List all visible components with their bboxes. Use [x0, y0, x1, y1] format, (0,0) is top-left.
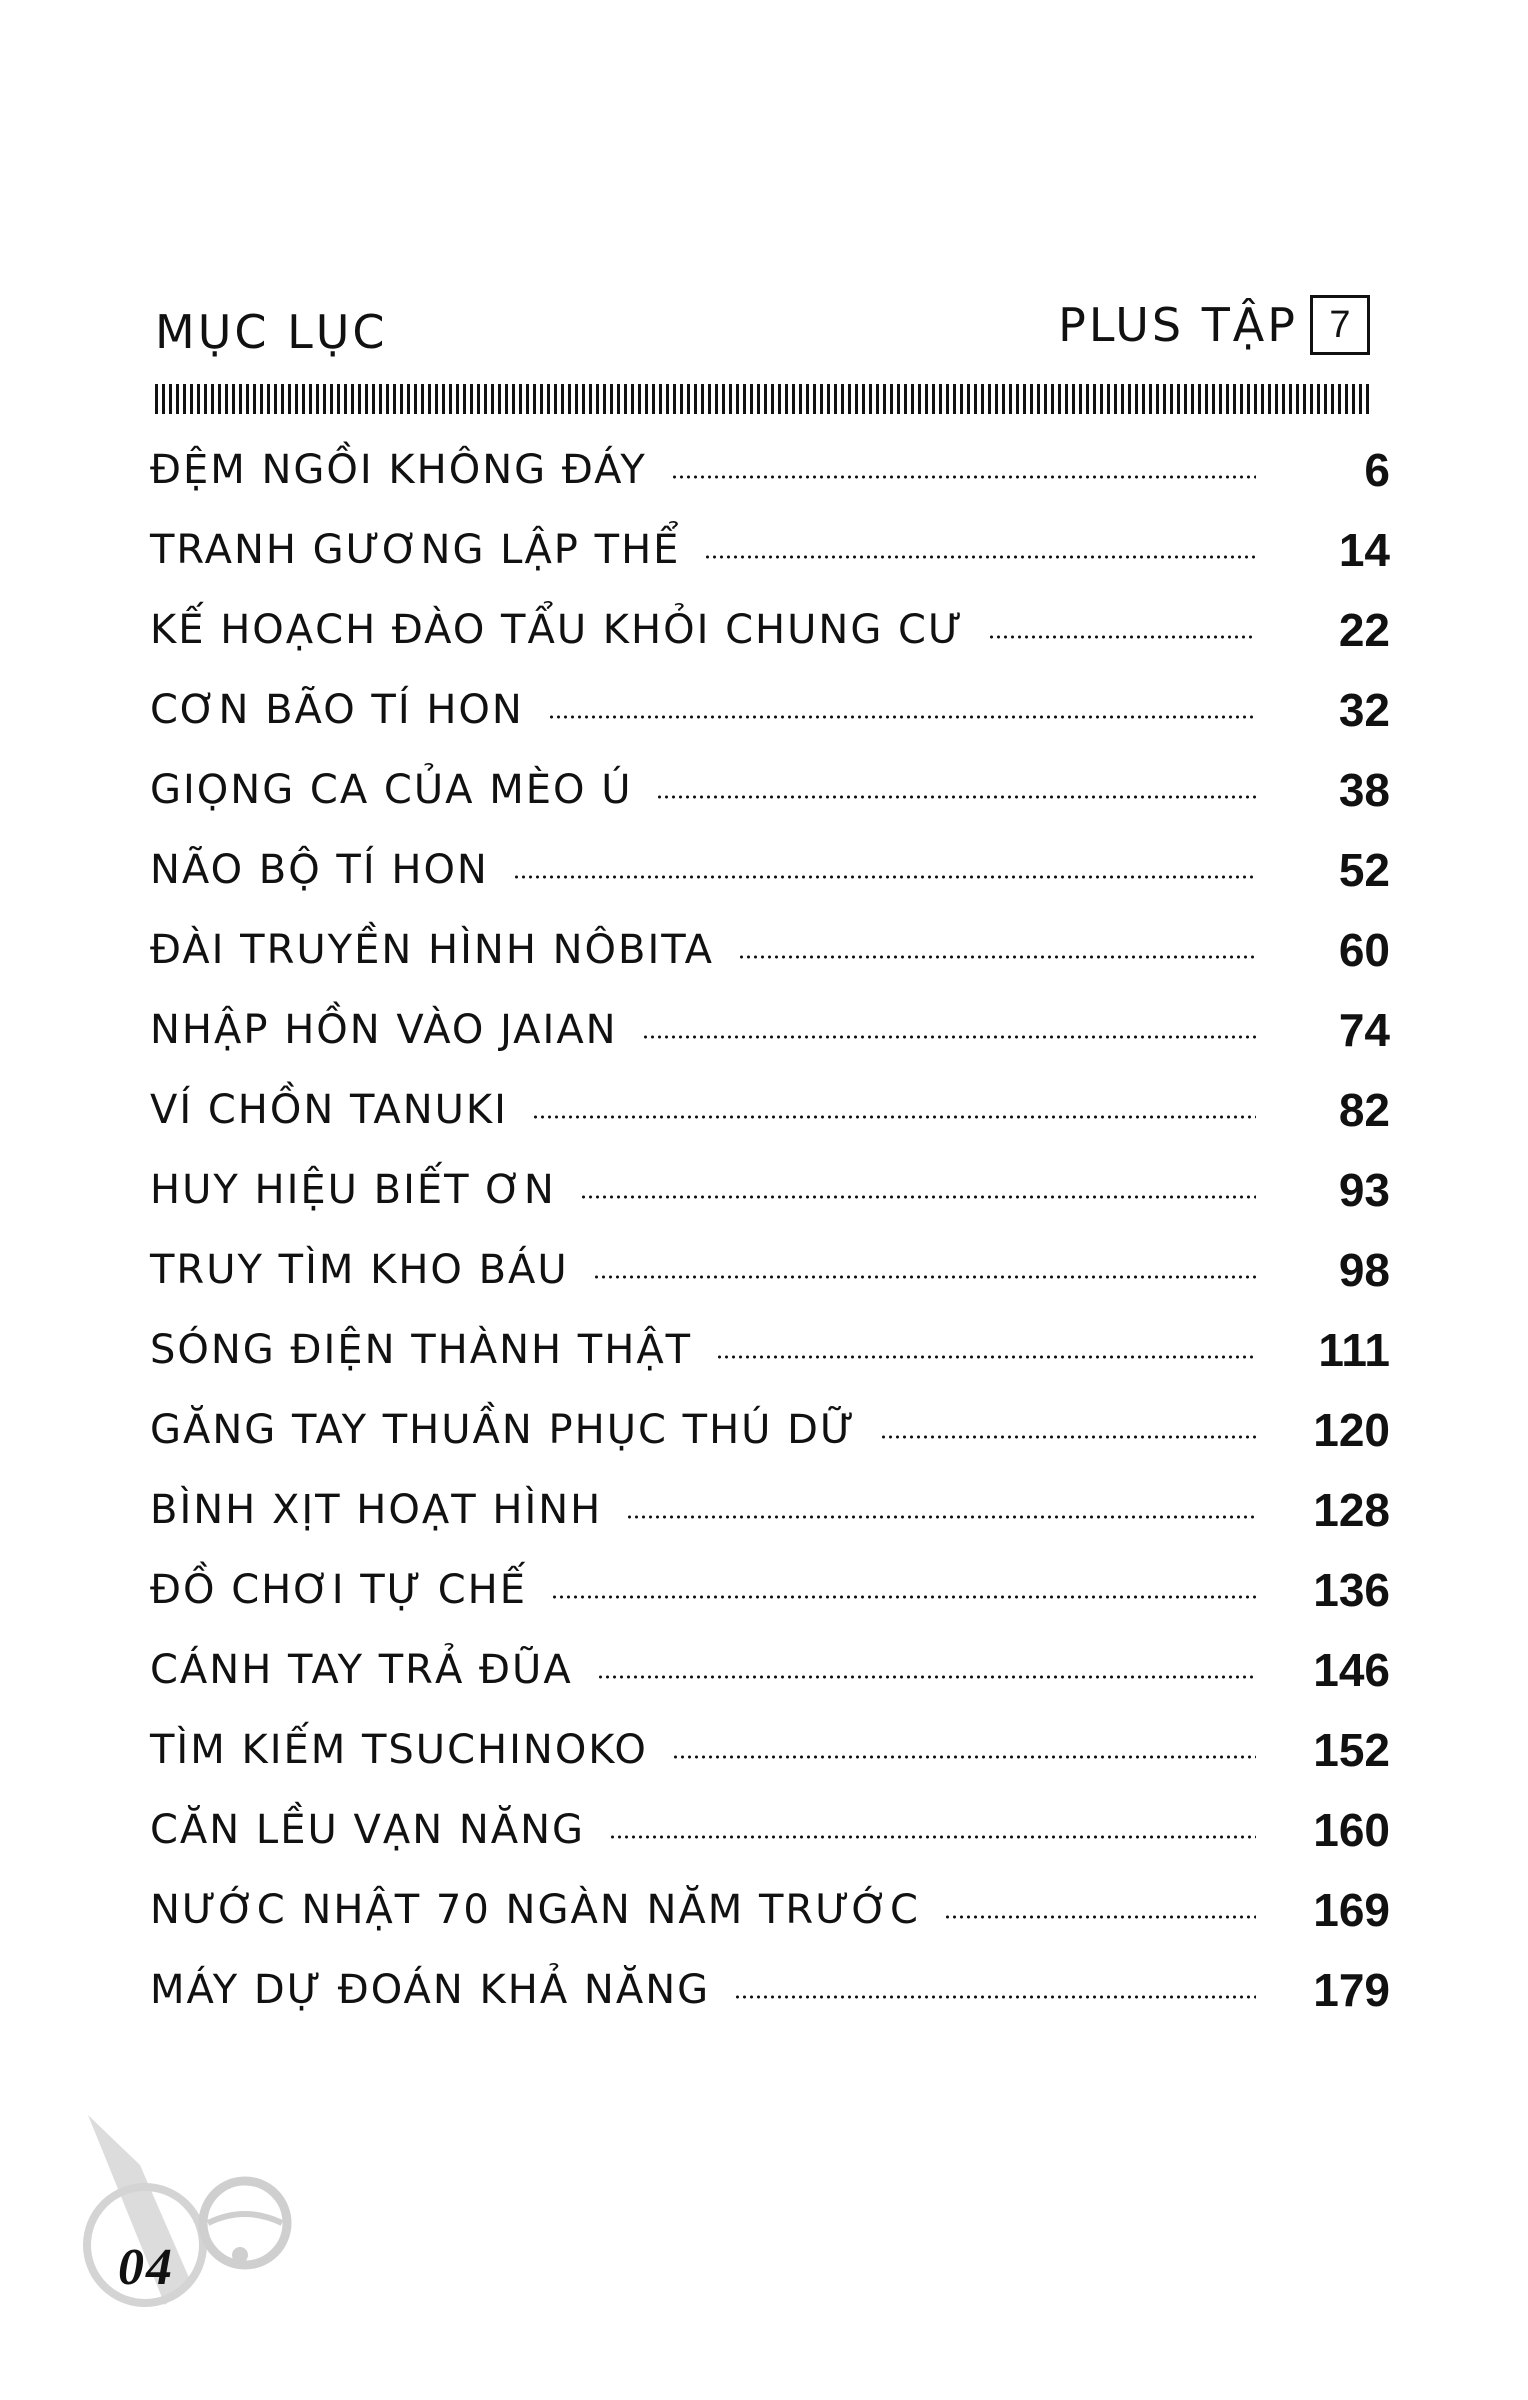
toc-entry-page: 60	[1338, 924, 1390, 976]
toc-entry-title: TRUY TÌM KHO BÁU	[150, 1247, 569, 1293]
toc-entry	[150, 590, 1390, 670]
toc-heading: MỤC LỤC	[155, 305, 388, 359]
toc-entry-title: KẾ HOẠCH ĐÀO TẨU KHỎI CHUNG CƯ	[150, 607, 965, 653]
toc-entry	[150, 1390, 1390, 1470]
dot-leader	[704, 555, 1256, 559]
volume-label	[1058, 295, 1370, 355]
dot-leader	[672, 1755, 1256, 1759]
dot-leader	[593, 1275, 1256, 1279]
toc-entry-page: 128	[1313, 1484, 1390, 1536]
toc-entry	[150, 830, 1390, 910]
toc-entry-page: 82	[1338, 1084, 1390, 1136]
toc-entry-title: CĂN LỀU VẠN NĂNG	[150, 1807, 586, 1853]
toc-entry-page: 98	[1338, 1244, 1390, 1296]
toc-entry-page: 111	[1318, 1324, 1390, 1376]
toc-entry-page: 14	[1338, 524, 1390, 576]
toc-entry-title: NÃO BỘ TÍ HON	[150, 847, 489, 893]
toc-entry-title: BÌNH XỊT HOẠT HÌNH	[150, 1487, 603, 1533]
toc-entry-page: 120	[1313, 1404, 1390, 1456]
toc-entry-page: 179	[1313, 1964, 1390, 2016]
toc-header	[155, 295, 1370, 365]
toc-entry	[150, 1470, 1390, 1550]
dot-leader	[738, 955, 1256, 959]
dot-leader	[988, 635, 1256, 639]
toc-entry-title: GĂNG TAY THUẦN PHỤC THÚ DỮ	[150, 1407, 857, 1453]
dot-leader	[626, 1515, 1256, 1519]
toc-entry	[150, 990, 1390, 1070]
toc-entry	[150, 1710, 1390, 1790]
toc-entry-title: CƠN BÃO TÍ HON	[150, 687, 524, 733]
toc-entry-title: SÓNG ĐIỆN THÀNH THẬT	[150, 1327, 693, 1373]
dot-leader	[716, 1355, 1256, 1359]
toc-entry	[150, 1950, 1390, 2030]
dot-leader	[548, 715, 1256, 719]
dot-leader	[944, 1915, 1256, 1919]
dot-leader	[642, 1035, 1256, 1039]
toc-entry-title: ĐỒ CHƠI TỰ CHẾ	[150, 1567, 527, 1613]
toc-entry-page: 6	[1364, 444, 1390, 496]
toc-entry	[150, 1790, 1390, 1870]
toc-entry	[150, 1310, 1390, 1390]
toc-entry	[150, 910, 1390, 990]
toc-entry-page: 146	[1313, 1644, 1390, 1696]
toc-entry-title: TÌM KIẾM TSUCHINOKO	[150, 1727, 648, 1773]
dot-leader	[880, 1435, 1256, 1439]
toc-entry-title: CÁNH TAY TRẢ ĐŨA	[150, 1647, 573, 1693]
toc-entry-page: 38	[1338, 764, 1390, 816]
dot-leader	[551, 1595, 1256, 1599]
dot-leader	[609, 1835, 1256, 1839]
page-number: 04	[118, 2239, 174, 2296]
toc-entry	[150, 670, 1390, 750]
toc-entry	[150, 750, 1390, 830]
toc-entry	[150, 1870, 1390, 1950]
toc-entry-title: TRANH GƯƠNG LẬP THỂ	[150, 527, 681, 573]
doraemon-bell-icon	[70, 2105, 300, 2315]
toc-entry-title: ĐÀI TRUYỀN HÌNH NÔBITA	[150, 927, 714, 973]
toc-entry	[150, 1070, 1390, 1150]
toc-entry-page: 22	[1338, 604, 1390, 656]
dot-leader	[656, 795, 1256, 799]
toc-entry-page: 160	[1313, 1804, 1390, 1856]
toc-entry-title: NƯỚC NHẬT 70 NGÀN NĂM TRƯỚC	[150, 1887, 920, 1933]
barcode-divider	[155, 384, 1370, 414]
dot-leader	[580, 1195, 1256, 1199]
toc-entry-page: 32	[1338, 684, 1390, 736]
toc-entry	[150, 1550, 1390, 1630]
toc-entry-page: 169	[1313, 1884, 1390, 1936]
toc-entry-page: 93	[1338, 1164, 1390, 1216]
toc-entry	[150, 510, 1390, 590]
toc-entry	[150, 430, 1390, 510]
toc-entry	[150, 1230, 1390, 1310]
toc-entry-title: MÁY DỰ ĐOÁN KHẢ NĂNG	[150, 1967, 711, 2013]
toc-entry-title: NHẬP HỒN VÀO JAIAN	[150, 1007, 618, 1053]
toc-entry-page: 152	[1313, 1724, 1390, 1776]
toc-entry-title: GIỌNG CA CỦA MÈO Ú	[150, 767, 633, 813]
dot-leader	[597, 1675, 1256, 1679]
toc-entry-page: 74	[1338, 1004, 1390, 1056]
toc-entry	[150, 1150, 1390, 1230]
dot-leader	[513, 875, 1256, 879]
toc-entry-title: HUY HIỆU BIẾT ƠN	[150, 1167, 556, 1213]
table-of-contents	[150, 430, 1390, 2030]
toc-entry-title: VÍ CHỒN TANUKI	[150, 1087, 508, 1133]
toc-entry-page: 136	[1313, 1564, 1390, 1616]
toc-entry	[150, 1630, 1390, 1710]
dot-leader	[532, 1115, 1256, 1119]
toc-entry-title: ĐỆM NGỒI KHÔNG ĐÁY	[150, 447, 647, 493]
dot-leader	[734, 1995, 1256, 1999]
dot-leader	[671, 475, 1256, 479]
volume-number-box: 7	[1310, 295, 1370, 355]
plus-volume-text: PLUS TẬP	[1058, 298, 1298, 352]
toc-entry-page: 52	[1338, 844, 1390, 896]
